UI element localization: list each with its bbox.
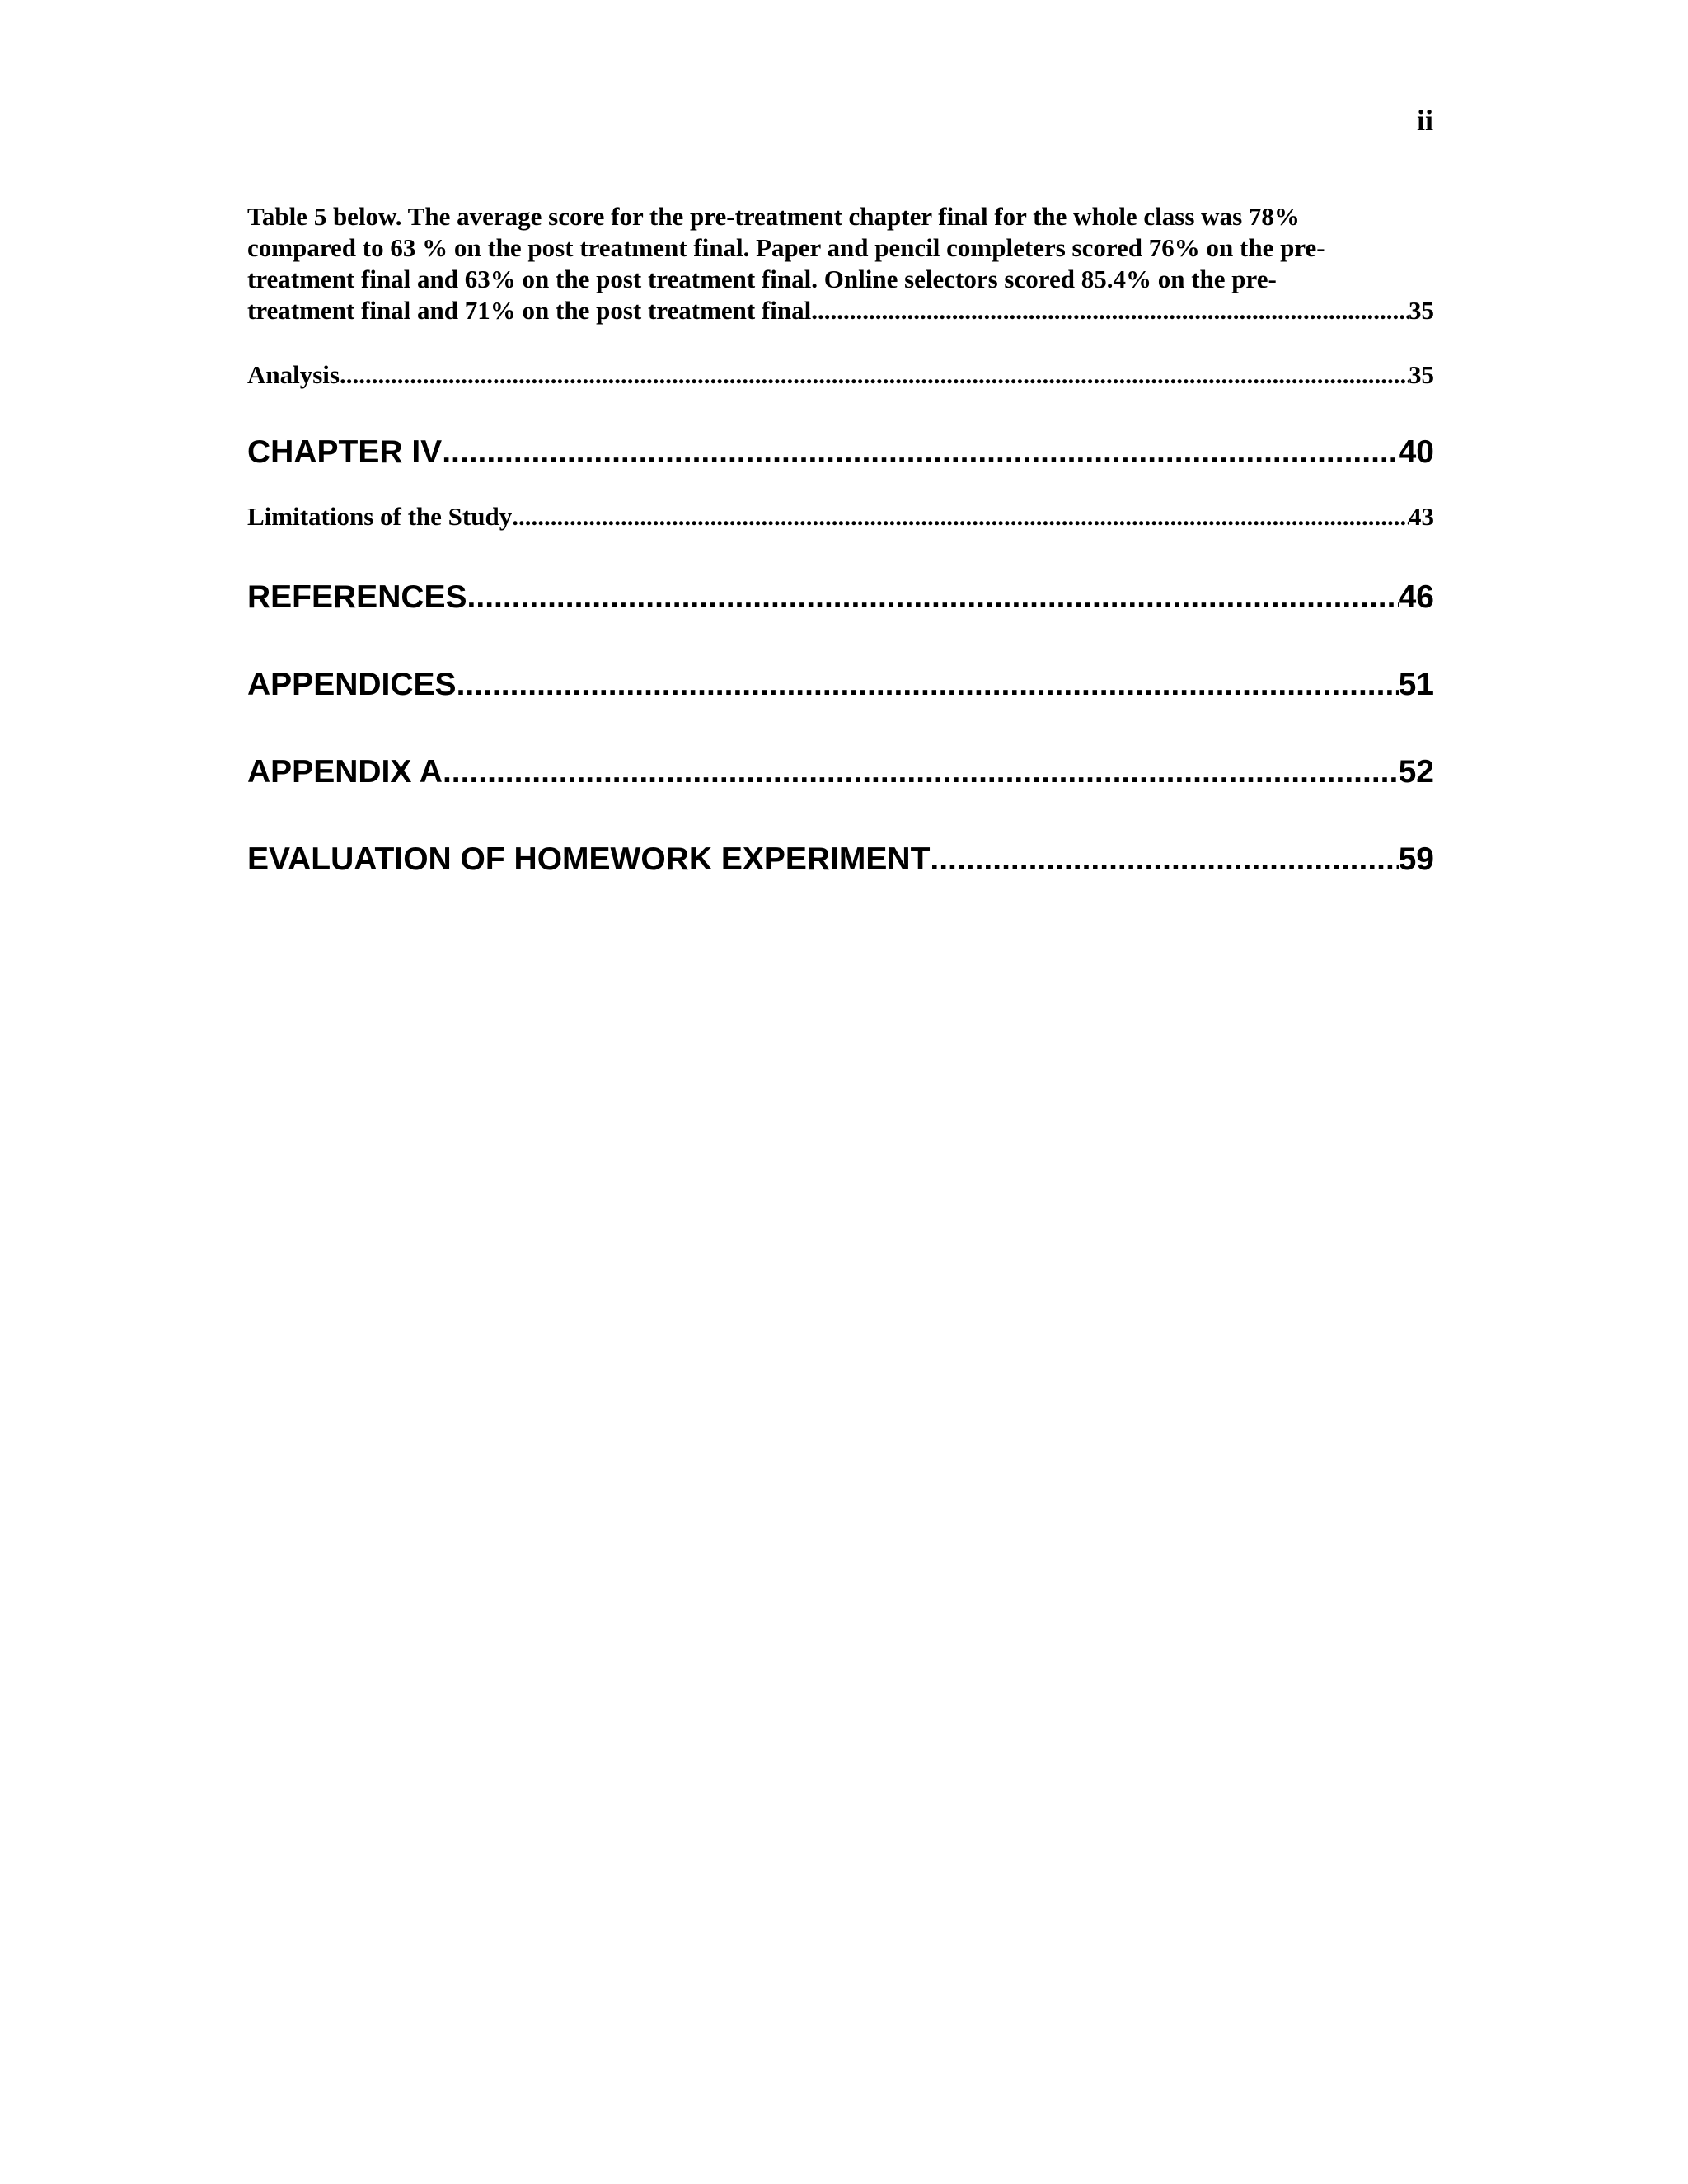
dot-leader bbox=[467, 579, 1399, 616]
toc-entry-title: Limitations of the Study bbox=[247, 502, 513, 531]
dot-leader bbox=[442, 434, 1398, 471]
toc-entry-table5-line-2: compared to 63 % on the post treatment final. Paper and pencil completers scored 76% on the pre- bbox=[247, 233, 1325, 262]
toc-entry-references[interactable] bbox=[247, 579, 1434, 616]
toc-entry-analysis[interactable] bbox=[247, 359, 1434, 391]
toc-entry-table5-last-line bbox=[247, 295, 1434, 326]
toc-entry-limitations[interactable] bbox=[247, 501, 1434, 532]
toc-entry-table5-line-1: Table 5 below. The average score for the pre-treatment chapter final for the whole class was 78% bbox=[247, 202, 1300, 231]
dot-leader bbox=[930, 841, 1398, 879]
toc-page-number: 51 bbox=[1398, 667, 1434, 702]
toc-page-number: 46 bbox=[1398, 579, 1434, 615]
toc-entry-title: APPENDIX A bbox=[247, 754, 443, 790]
toc-page-number: 59 bbox=[1398, 841, 1434, 877]
toc-entry-evaluation[interactable] bbox=[247, 841, 1434, 879]
toc-entry-title: REFERENCES bbox=[247, 579, 467, 615]
toc-page-number: 35 bbox=[1409, 360, 1434, 389]
toc-entry-appendices[interactable] bbox=[247, 666, 1434, 704]
toc-entry-table5[interactable] bbox=[247, 201, 1434, 326]
toc-entry-title: EVALUATION OF HOMEWORK EXPERIMENT bbox=[247, 841, 931, 877]
toc-entry-title: Analysis bbox=[247, 360, 340, 389]
dot-leader bbox=[811, 295, 1409, 326]
dot-leader bbox=[457, 666, 1399, 704]
dot-leader bbox=[340, 359, 1409, 391]
toc-entry-appendix-a[interactable] bbox=[247, 753, 1434, 791]
toc-entry-table5-line-3: treatment final and 63% on the post treatment final. Online selectors scored 85.4% on the pre- bbox=[247, 265, 1277, 293]
toc-page-number: 35 bbox=[1409, 296, 1434, 325]
toc-page-number: 40 bbox=[1398, 434, 1434, 470]
dot-leader bbox=[512, 501, 1409, 532]
toc-entry-table5-line-4: treatment final and 71% on the post treatment final bbox=[247, 296, 812, 325]
toc-page-number: 52 bbox=[1398, 754, 1434, 790]
dot-leader bbox=[443, 753, 1399, 791]
toc-page-number: 43 bbox=[1409, 502, 1434, 531]
page-number: ii bbox=[1416, 104, 1433, 137]
toc-entry-title: APPENDICES bbox=[247, 667, 457, 702]
toc-entry-chapter-iv[interactable] bbox=[247, 434, 1434, 471]
toc-entry-title: CHAPTER IV bbox=[247, 434, 443, 470]
table-of-contents bbox=[247, 201, 1434, 879]
